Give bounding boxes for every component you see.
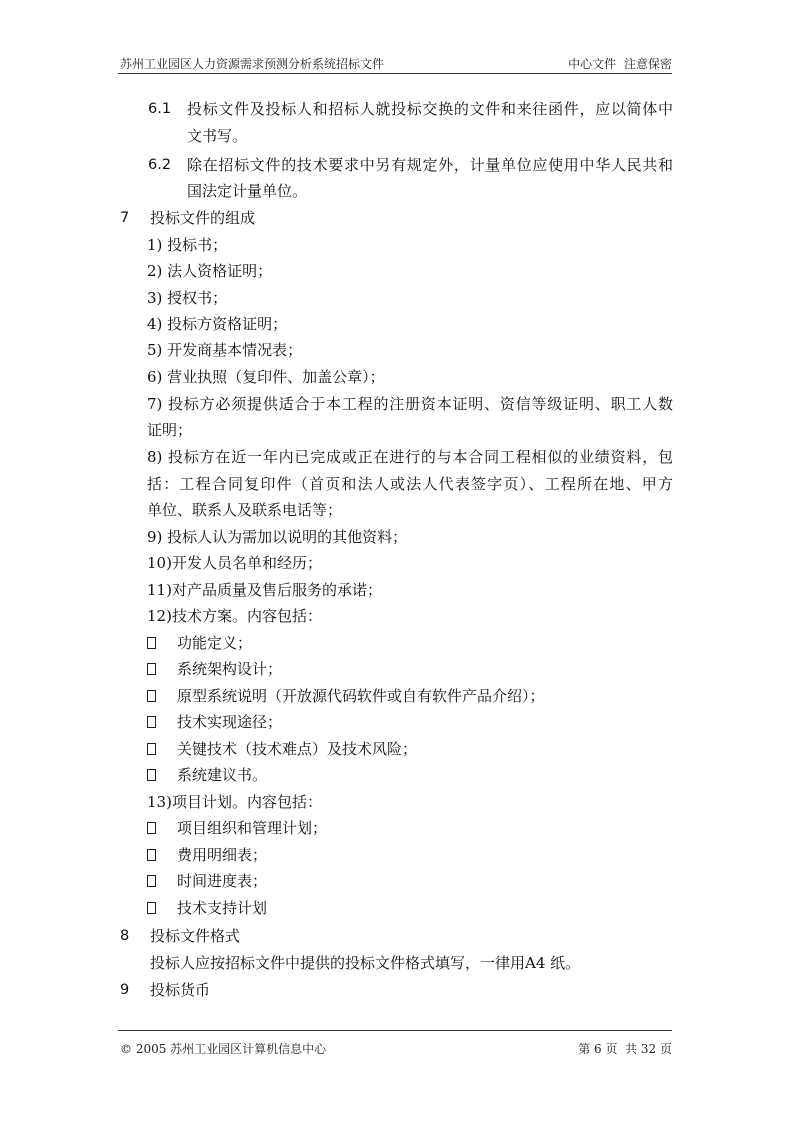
list-item-8-line1: 8) 投标方在近一年内已完成或正在进行的与本合同工程相似的业绩资料，包 (147, 448, 673, 466)
bullet-box-icon (147, 902, 156, 914)
section-6-1-text-line2: 文书写。 (187, 127, 248, 145)
header-rule (118, 73, 672, 74)
bullet-item-13-4: 技术支持计划 (177, 899, 268, 917)
bullet-box-icon (147, 769, 156, 781)
section-8-title: 投标文件格式 (150, 927, 241, 945)
list-item-7-line2: 证明； (147, 421, 193, 439)
list-item-8-line3: 单位、联系人及联系电话等； (147, 501, 343, 519)
header-document-title: 苏州工业园区人力资源需求预测分析系统招标文件 (120, 57, 385, 71)
section-8-number: 8 (120, 928, 130, 944)
section-6-2-text-line2: 国法定计量单位。 (187, 182, 308, 200)
list-item-8-line2: 括：工程合同复印件（首页和法人或法人代表签字页）、工程所在地、甲方 (147, 475, 673, 493)
footer-copyright: © 2005 苏州工业园区计算机信息中心 (120, 1042, 327, 1056)
section-6-1-number: 6.1 (148, 101, 172, 117)
footer-page-number: 第 6 页 共 32 页 (578, 1042, 672, 1056)
bullet-item-13-3: 时间进度表； (177, 872, 268, 890)
list-item-1: 1) 投标书； (147, 236, 228, 254)
footer-rule (118, 1030, 672, 1031)
bullet-item-12-6: 系统建议书。 (177, 766, 268, 784)
list-item-2: 2) 法人资格证明； (147, 262, 273, 280)
list-item-6: 6) 营业执照（复印件、加盖公章）； (147, 368, 385, 386)
bullet-box-icon (147, 663, 156, 675)
section-8-text: 投标人应按招标文件中提供的投标文件格式填写，一律用A4 纸。 (150, 954, 581, 972)
bullet-box-icon (147, 743, 156, 755)
bullet-box-icon (147, 875, 156, 887)
section-6-2-text-line1: 除在招标文件的技术要求中另有规定外，计量单位应使用中华人民共和 (187, 156, 673, 174)
list-item-13: 13)项目计划。内容包括： (147, 793, 322, 811)
bullet-item-12-4: 技术实现途径； (177, 713, 283, 731)
bullet-item-13-1: 项目组织和管理计划； (177, 819, 328, 837)
section-6-1-text-line1: 投标文件及投标人和招标人就投标交换的文件和来往函件，应以简体中 (187, 100, 673, 118)
list-item-9: 9) 投标人认为需加以说明的其他资料； (147, 528, 408, 546)
list-item-3: 3) 授权书； (147, 289, 228, 307)
list-item-12: 12)技术方案。内容包括： (147, 607, 322, 625)
bullet-item-12-3: 原型系统说明（开放源代码软件或自有软件产品介绍）； (177, 687, 545, 705)
list-item-10: 10)开发人员名单和经历； (147, 554, 322, 572)
bullet-box-icon (147, 849, 156, 861)
section-9-number: 9 (120, 982, 130, 998)
header-confidential-note: 中心文件 注意保密 (568, 57, 672, 71)
list-item-7-line1: 7) 投标方必须提供适合于本工程的注册资本证明、资信等级证明、职工人数 (147, 395, 673, 413)
section-6-2-number: 6.2 (148, 157, 172, 173)
bullet-box-icon (147, 637, 156, 649)
bullet-item-12-5: 关键技术（技术难点）及技术风险； (177, 740, 418, 758)
bullet-box-icon (147, 716, 156, 728)
section-7-title: 投标文件的组成 (150, 209, 256, 227)
bullet-box-icon (147, 690, 156, 702)
bullet-item-13-2: 费用明细表； (177, 846, 268, 864)
list-item-5: 5) 开发商基本情况表； (147, 341, 303, 359)
list-item-4: 4) 投标方资格证明； (147, 315, 288, 333)
bullet-box-icon (147, 822, 156, 834)
list-item-11: 11)对产品质量及售后服务的承诺； (147, 581, 382, 599)
section-9-title: 投标货币 (150, 981, 211, 999)
bullet-item-12-1: 功能定义； (177, 634, 253, 652)
bullet-item-12-2: 系统架构设计； (177, 660, 283, 678)
section-7-number: 7 (120, 210, 130, 226)
